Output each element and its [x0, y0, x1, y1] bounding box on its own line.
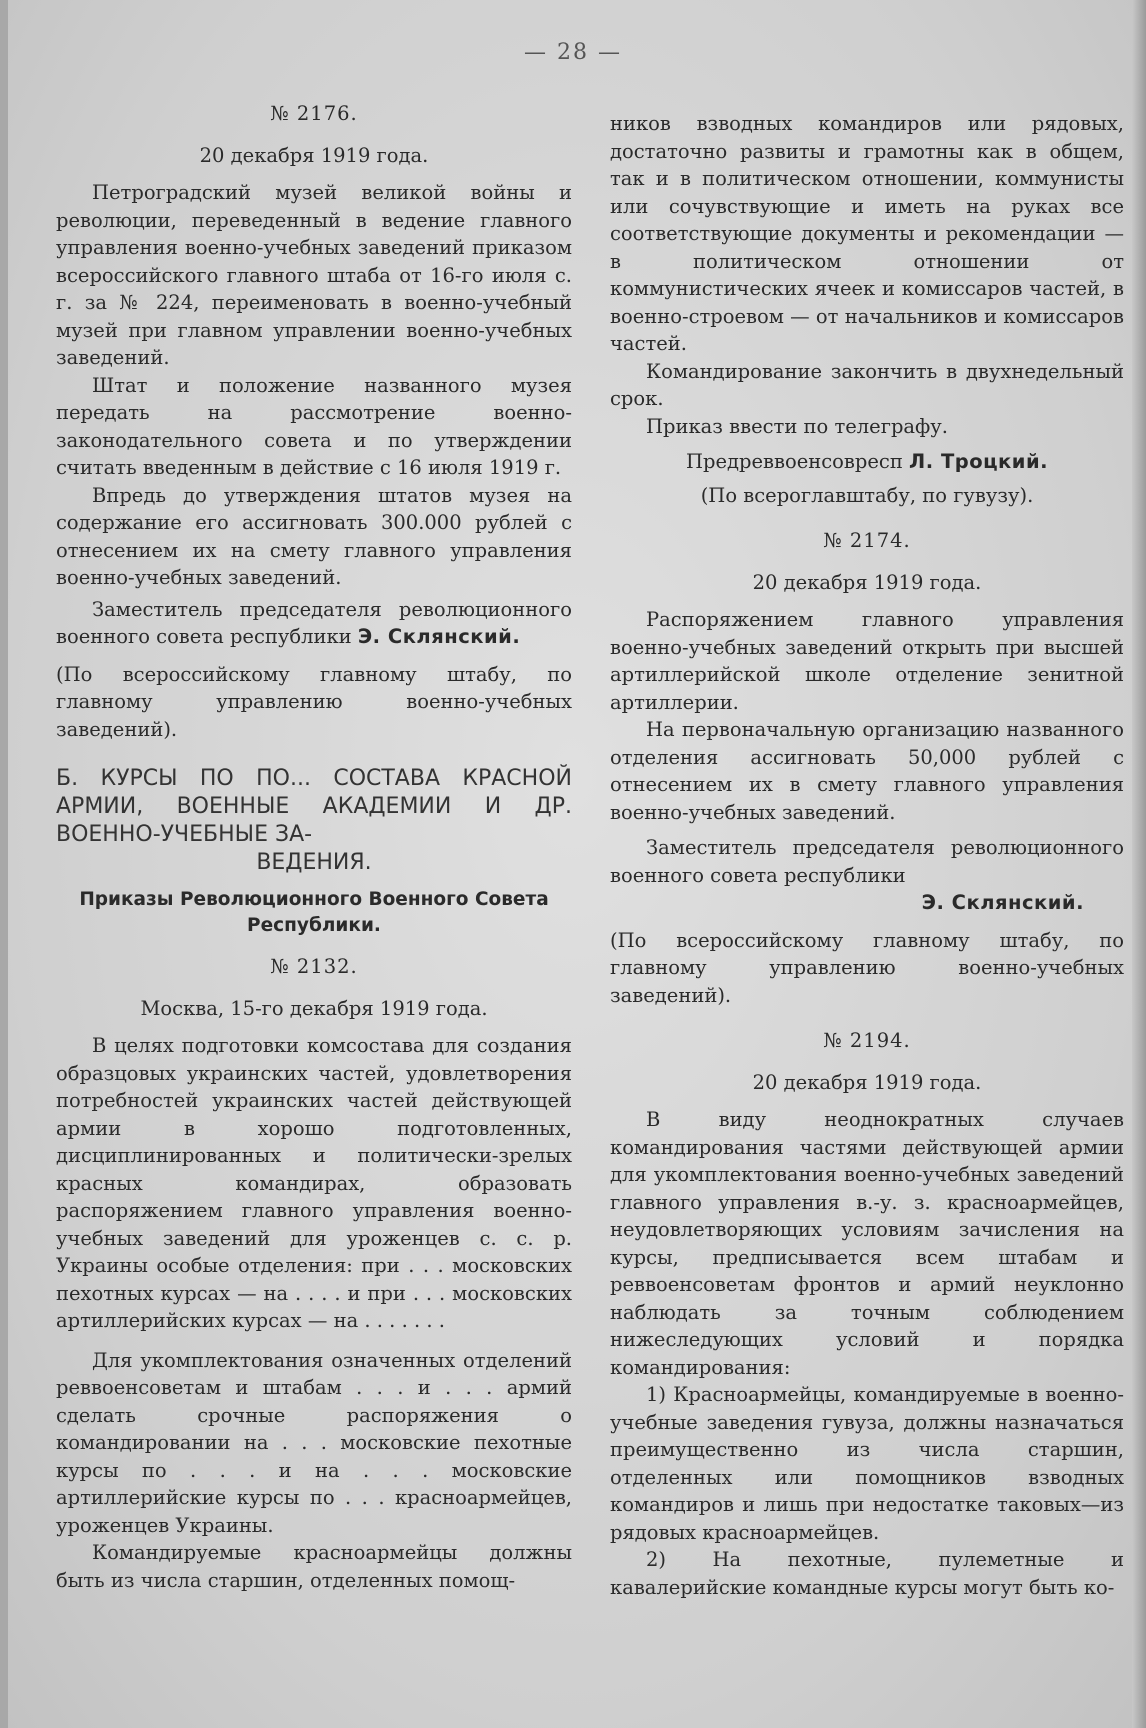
paragraph: Командируемые красноармейцы должны быть из числа старшин, отделенных помощ-: [56, 1541, 572, 1592]
right-column: [610, 110, 1124, 1601]
signature-line: [56, 596, 572, 651]
signature-name: Э. Склянский.: [921, 891, 1084, 914]
paragraph: ников взводных командиров или рядовых, достаточно развиты и грамотны как в общем, так и в политическом отношении, коммунисты или сочувствующие и иметь на руках все соответствующие документы и рекомендации — в политическом отношении от коммунистических ячеек и комиссаров частей, в военно-строевом — от начальников и комиссаров частей.: [610, 112, 1124, 355]
section-title-text: Б. КУРСЫ ПО ПО... СОСТАВА КРАСНОЙ АРМИИ, ВОЕННЫЕ АКАДЕМИИ И ДР. ВОЕННО-УЧЕБНЫЕ ЗА-: [56, 766, 572, 847]
paragraph: Впредь до утверждения штатов музея на содержание его ассигновать 300.000 рублей с отнесением их на смету главного управления военно-учебных заведений.: [56, 483, 572, 589]
order-number: № 2132.: [270, 955, 358, 978]
paragraph: 2) На пехотные, пулеметные и кавалерийские командные курсы могут быть ко-: [610, 1548, 1124, 1599]
source-note: (По всероглавштабу, по гувузу).: [700, 483, 1034, 507]
section-title: [56, 765, 572, 877]
order-date: 20 декабря 1919 года.: [199, 143, 429, 167]
order-number: № 2176.: [270, 102, 358, 125]
paragraph: Штат и положение названного музея передать на рассмотрение военно-законодательного совета и по утверждении считать введенным в действие с 16 июля 1919 г.: [56, 373, 572, 479]
section-subtitle: Приказы Революционного Военного Совета Республики.: [79, 889, 549, 936]
order-date: 20 декабря 1919 года.: [752, 570, 982, 594]
order-number: № 2174.: [823, 529, 911, 552]
paragraph: В целях подготовки комсостава для создания образцовых украинских частей, удовлетворения потребностей украинских частей действующей армии в хорошо подготовленных, дисциплинированных и политически-зрелых красных командирах, образовать распоряжением главного управления военно-учебных заведений для уроженцев с. с. р. Украины особые отделения: при . . . московских пехотных курсах — на . . . . и при . . . московских артиллерийских курсах — на . . . . . . .: [56, 1034, 572, 1332]
signature-title: Заместитель председателя революционного военного совета республики: [56, 597, 572, 648]
paragraph: Для укомплектования означенных отделений реввоенсоветам и штабам . . . и . . . армий сделать срочные распоряжения о командировании на . . . московские пехотные курсы по . . . и на . . . московские артиллерийские курсы по . . . красноармейцев, уроженцев Украины.: [56, 1348, 572, 1537]
paragraph: Приказ ввести по телеграфу.: [646, 414, 948, 438]
source-note: (По всероссийскому главному штабу, по главному управлению военно-учебных заведений).: [56, 662, 572, 741]
paragraph: Командирование закончить в двухнедельный срок.: [610, 359, 1124, 410]
signature-title: Заместитель председателя революционного военного совета республики: [610, 836, 1124, 887]
order-date: 20 декабря 1919 года.: [752, 1070, 982, 1094]
page-number: — 28 —: [524, 40, 622, 65]
paragraph: В виду неоднократных случаев командирования частями действующей армии для укомплектования военно-учебных заведений главного управления в.-у. з. красноармейцев, неудовлетворяющих условиям зачисления на курсы, предписывается всем штабам и реввоенсоветам фронтов и армий неуклонно наблюдать за точным соблюдением нижеследующих условий и порядка командирования:: [610, 1108, 1124, 1379]
source-note: (По всероссийскому главному штабу, по главному управлению военно-учебных заведений).: [610, 928, 1124, 1007]
signature-name: Л. Троцкий.: [909, 450, 1049, 473]
paragraph: Петроградский музей великой войны и революции, переведенный в ведение главного управления военно-учебных заведений приказом всероссийского главного штаба от 16-го июля с. г. за № 224, переименовать в военно-учебный музей при главном управлении военно-учебных заведений.: [56, 181, 572, 369]
signature-line: [610, 448, 1124, 476]
left-column: [56, 100, 572, 1594]
paragraph: Распоряжением главного управления военно-учебных заведений открыть при высшей артиллерийской школе отделение зенитной артиллерии.: [610, 608, 1124, 714]
section-title-last: ВЕДЕНИЯ.: [256, 850, 372, 875]
paragraph: На первоначальную организацию названного отделения ассигновать 50,000 рублей с отнесением их в смету главного управления военно-учебных заведений.: [610, 718, 1124, 824]
order-number: № 2194.: [823, 1029, 911, 1052]
scan-edge-right: [1132, 0, 1146, 1728]
signature-title: Предреввоенсовресп: [685, 450, 903, 473]
order-date: Москва, 15-го декабря 1919 года.: [140, 996, 488, 1020]
paragraph: 1) Красноармейцы, командируемые в военно-учебные заведения гувуза, должны назначаться преимущественно из числа старшин, отделенных или помощников взводных командиров и лишь при недостатке таковых—из рядовых красноармейцев.: [610, 1383, 1124, 1544]
scan-edge-left: [0, 0, 8, 1728]
signature-name: Э. Склянский.: [357, 625, 521, 648]
